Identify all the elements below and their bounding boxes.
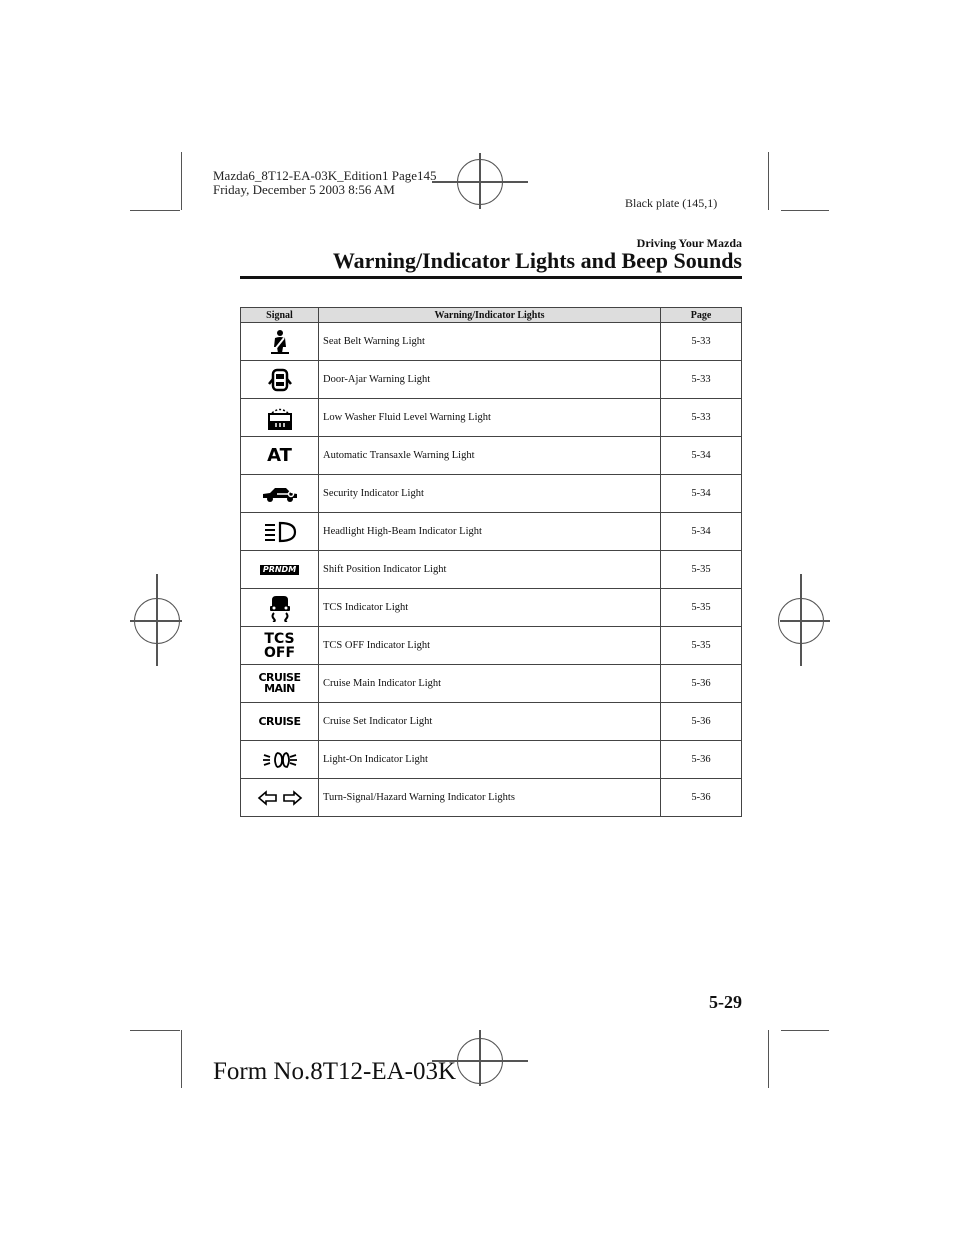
table-row [241,665,742,703]
table-row [241,741,742,779]
table-cell-page: 5-35 [661,589,742,627]
table-cell-page: 5-34 [661,475,742,513]
cruise-set-icon: CRUISE [258,714,301,728]
table-cell-label: Door-Ajar Warning Light [319,361,661,399]
table-cell-label: Security Indicator Light [319,475,661,513]
print-meta-file: Mazda6_8T12-EA-03K_Edition1 Page145 [213,168,437,183]
table-cell-page: 5-34 [661,513,742,551]
table-cell-label: TCS OFF Indicator Light [319,627,661,665]
table-cell-page: 5-36 [661,779,742,817]
table-cell-page: 5-36 [661,741,742,779]
seat-belt-icon [267,329,293,355]
tcs-car-skid-icon [267,594,293,622]
door-ajar-icon [267,367,293,393]
print-meta-plate: Black plate (145,1) [625,196,718,210]
crop-mark [781,1030,829,1031]
table-row [241,361,742,399]
table-cell-label: Shift Position Indicator Light [319,551,661,589]
column-header-lights: Warning/Indicator Lights [319,308,661,323]
section-label: Driving Your Mazda [636,236,742,250]
table-cell-label: Cruise Set Indicator Light [319,703,661,741]
table-cell-label: TCS Indicator Light [319,589,661,627]
shift-position-icon: PRNDM [260,565,299,575]
table-row [241,399,742,437]
table-row [241,323,742,361]
security-car-key-icon [260,484,300,504]
column-header-signal: Signal [241,308,319,323]
table-cell-page: 5-33 [661,323,742,361]
crop-mark [181,1030,182,1088]
table-row [241,551,742,589]
crop-mark [130,210,180,211]
table-cell-label: Automatic Transaxle Warning Light [319,437,661,475]
table-cell-label: Headlight High-Beam Indicator Light [319,513,661,551]
table-cell-page: 5-36 [661,703,742,741]
crop-mark [130,1030,180,1031]
crop-mark [181,152,182,210]
table-cell-label: Turn-Signal/Hazard Warning Indicator Lights [319,779,661,817]
indicator-lights-table [240,307,742,817]
table-header-row [241,308,742,323]
at-icon: AT [267,444,292,466]
table-row [241,513,742,551]
table-cell-page: 5-36 [661,665,742,703]
print-meta-date: Friday, December 5 2003 8:56 AM [213,182,395,197]
table-cell-label: Light-On Indicator Light [319,741,661,779]
table-cell-page: 5-34 [661,437,742,475]
table-row [241,475,742,513]
table-row [241,703,742,741]
table-cell-page: 5-35 [661,627,742,665]
table-cell-page: 5-33 [661,399,742,437]
table-cell-page: 5-35 [661,551,742,589]
crop-mark [768,1030,769,1088]
table-cell-page: 5-33 [661,361,742,399]
tcs-off-icon: TCS OFF [263,630,296,661]
table-cell-label: Seat Belt Warning Light [319,323,661,361]
title-rule [240,276,742,279]
table-cell-label: Low Washer Fluid Level Warning Light [319,399,661,437]
table-row [241,779,742,817]
table-row [241,437,742,475]
crop-mark [781,210,829,211]
turn-signal-arrows-icon [257,789,303,807]
page-title: Warning/Indicator Lights and Beep Sounds [332,248,742,273]
headlight-high-beam-icon [263,521,297,543]
form-number: Form No.8T12-EA-03K [213,1058,457,1085]
table-cell-label: Cruise Main Indicator Light [319,665,661,703]
table-row [241,627,742,665]
cruise-main-icon: CRUISE MAIN [258,671,301,695]
page-number: 5-29 [709,992,742,1012]
crop-mark [768,152,769,210]
table-row [241,589,742,627]
light-on-icon [262,750,298,770]
washer-fluid-icon [266,405,294,431]
column-header-page: Page [661,308,742,323]
